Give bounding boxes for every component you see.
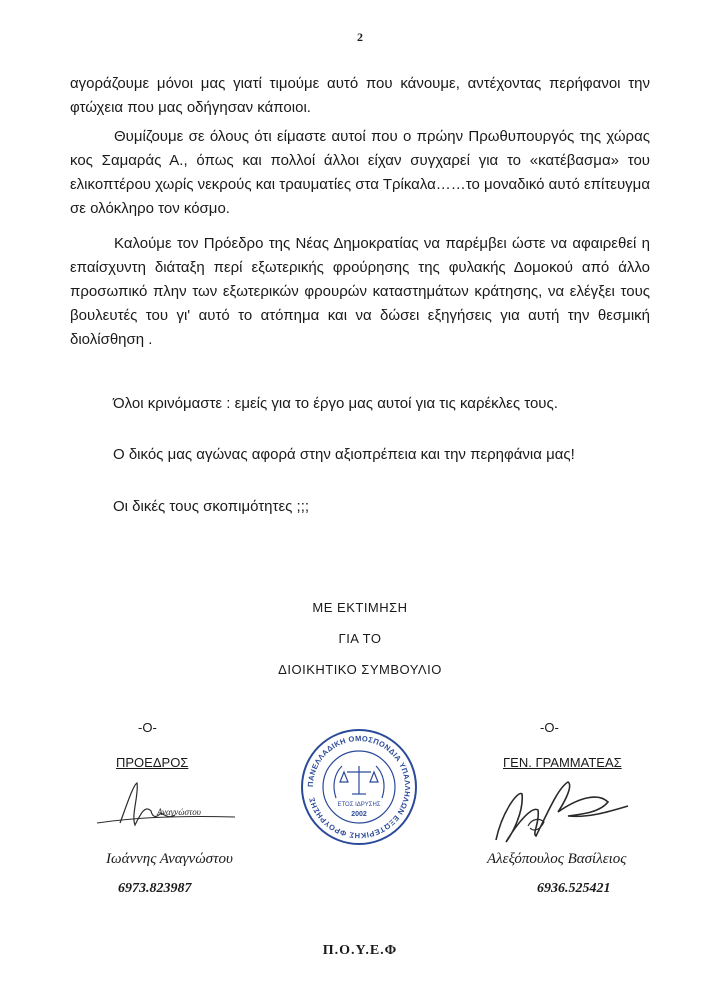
svg-text:ΕΤΟΣ ΙΔΡΥΣΗΣ: ΕΤΟΣ ΙΔΡΥΣΗΣ <box>337 802 381 808</box>
secretary-title: ΓΕΝ. ΓΡΑΜΜΑΤΕΑΣ <box>503 755 622 770</box>
statement-3: Οι δικές τους σκοπιμότητες ;;; <box>113 498 310 515</box>
closing-line-3: ΔΙΟΙΚΗΤΙΚΟ ΣΥΜΒΟΥΛΙΟ <box>278 662 442 677</box>
statement-1: Όλοι κρινόμαστε : εμείς για το έργο μας αυτοί για τις καρέκλες τους. <box>113 395 558 412</box>
president-signature <box>95 775 245 835</box>
closing-line-2: ΓΙΑ ΤΟ <box>338 631 382 646</box>
closing-line-1: ΜΕ ΕΚΤΙΜΗΣΗ <box>312 600 408 615</box>
secretary-name: Αλεξόπουλος Βασίλειος <box>487 851 627 867</box>
president-phone: 6973.823987 <box>118 881 192 896</box>
paragraph-3: Καλούμε τον Πρόεδρο της Νέας Δημοκρατίας να παρέμβει ώστε να αφαιρεθεί η επαίσχυντη διάταξη περί εξωτερικής φρούρησης της φυλακής Δομοκού από άλλο προσωπικό πλην των εξωτερικών φρουρών καταστημάτων κράτησης, να ελέγξει τους βουλευτές του γι' αυτό το ατόπημα και να δώσει εξηγήσεις για αυτή την θεσμική διολίσθηση . <box>70 235 650 348</box>
organization-acronym: Π.Ο.Υ.Ε.Φ <box>322 943 398 958</box>
secretary-signature <box>488 772 638 852</box>
svg-text:Αναγνώστου: Αναγνώστου <box>157 807 201 817</box>
left-dash: -Ο- <box>138 720 157 735</box>
president-name: Ιωάννης Αναγνώστου <box>106 851 233 867</box>
page-number: 2 <box>357 30 363 44</box>
organization-seal <box>300 728 418 846</box>
right-dash: -Ο- <box>540 720 559 735</box>
paragraph-2: Θυμίζουμε σε όλους ότι είμαστε αυτοί που ο πρώην Πρωθυπουργός της χώρας κος Σαμαράς Α., όπως και πολλοί άλλοι είχαν συγχαρεί για το «κατέβασμα» του ελικοπτέρου χωρίς νεκρούς και τραυματίες στα Τρίκαλα……το μοναδικό αυτό επίτευγμα σε ολόκληρο τον κόσμο. <box>70 128 650 217</box>
secretary-phone: 6936.525421 <box>537 881 611 896</box>
paragraph-1: αγοράζουμε μόνοι μας γιατί τιμούμε αυτό που κάνουμε, αντέχοντας περήφανοι την φτώχεια που μας οδήγησαν κάποιοι. <box>70 75 650 116</box>
svg-text:ΠΑΝΕΛΛΑΔΙΚΗ ΟΜΟΣΠΟΝΔΙΑ ΥΠΑΛΛΗΛ: ΠΑΝΕΛΛΑΔΙΚΗ ΟΜΟΣΠΟΝΔΙΑ ΥΠΑΛΛΗΛΩΝ ΕΞΩΤΕΡΙΚΗΣ ΦΡΟΥΡΗΣΗΣ <box>305 733 413 841</box>
president-title: ΠΡΟΕΔΡΟΣ <box>116 755 189 770</box>
statement-2: Ο δικός μας αγώνας αφορά στην αξιοπρέπεια και την περηφάνια μας! <box>113 446 575 463</box>
svg-text:2002: 2002 <box>351 811 367 818</box>
